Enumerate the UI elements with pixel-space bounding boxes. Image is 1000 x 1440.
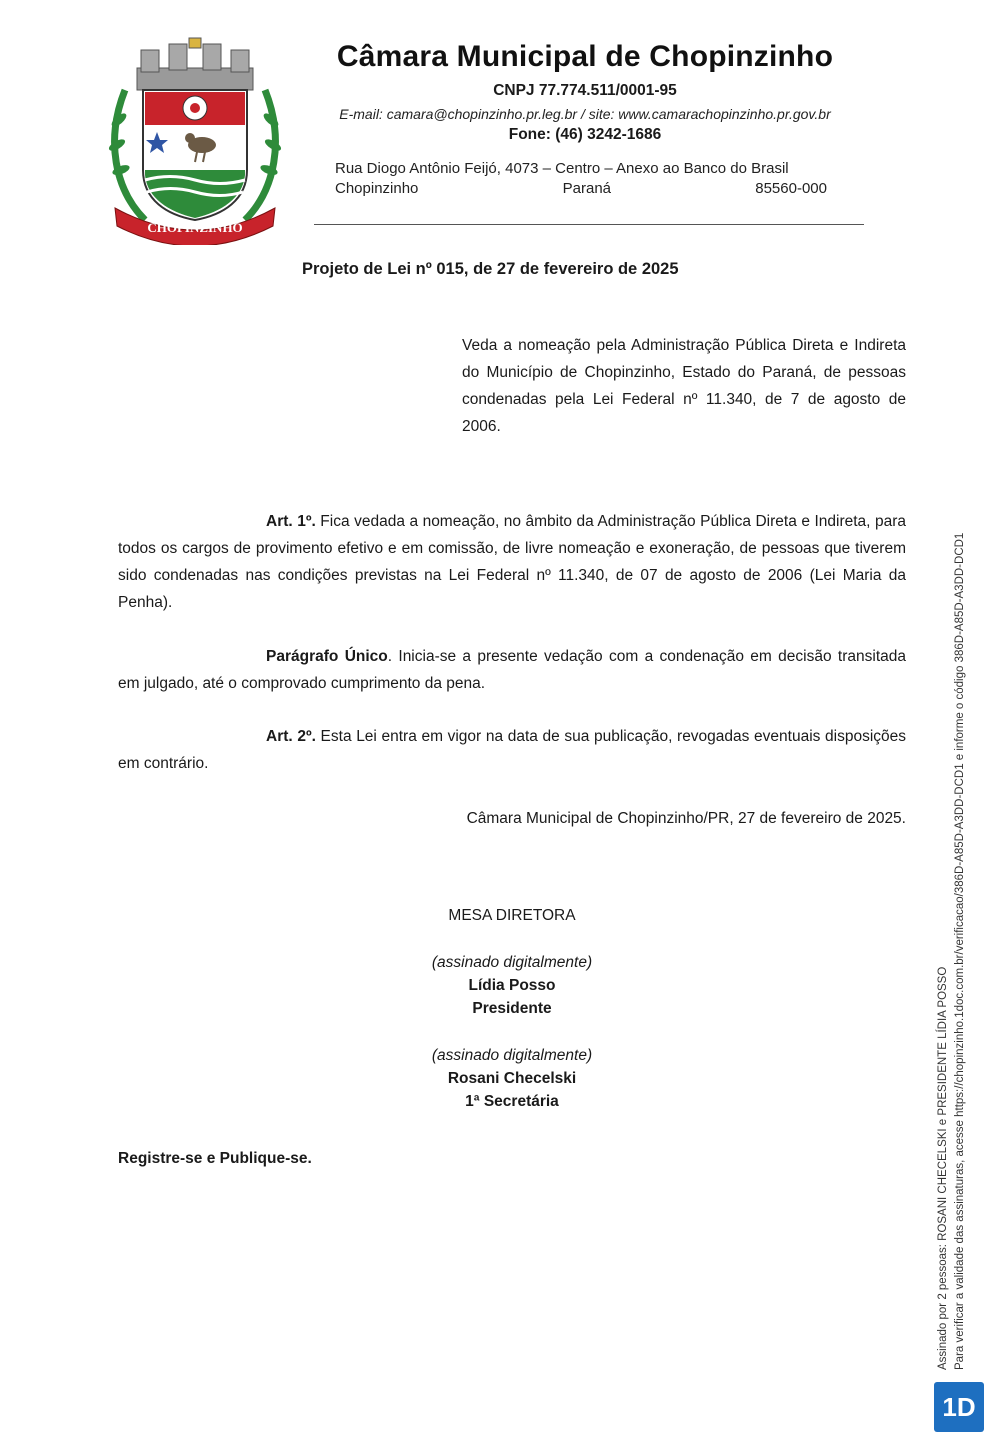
phone-line: Fone: (46) 3242-1686: [508, 126, 662, 143]
article-2-label: Art. 2º.: [266, 728, 316, 745]
article-1-text: Fica vedada a nomeação, no âmbito da Administração Pública Direta e Indireta, para todos os cargos de provimento efetivo e em comissão, de livre nomeação e exoneração, de pessoas que tiverem sido condenadas nas condições previstas na Lei Federal nº 11.340, de 07 de agosto de 2006 (Lei Maria da Penha).: [118, 513, 906, 611]
letterhead: [290, 40, 880, 144]
register-publish-line: Registre-se e Publique-se.: [118, 1150, 312, 1167]
signature-block-2: [312, 1044, 712, 1113]
stamp-verify-line: Para verificar a validade das assinaturas, acesse https://chopinzinho.1doc.com.br/verificacao/386D-A85D-A3DD-DCD1 e informe o código 386D-A85D-A3DD-DCD1: [954, 532, 966, 1370]
institution-title: Câmara Municipal de Chopinzinho: [336, 40, 834, 73]
address-zip: 85560-000: [755, 180, 827, 197]
crest-ribbon-text: CHOPINZINHO: [147, 220, 243, 235]
signer-1-note: (assinado digitalmente): [431, 954, 593, 971]
signer-2-role: 1ª Secretária: [465, 1093, 559, 1110]
signature-block-1: [312, 951, 712, 1020]
article-1-label: Art. 1º.: [266, 513, 316, 530]
signer-1-role: Presidente: [472, 1000, 552, 1017]
signer-1-name: Lídia Posso: [468, 977, 556, 994]
address-city: Chopinzinho: [335, 180, 419, 197]
ementa-paragraph: Veda a nomeação pela Administração Pública Direta e Indireta do Município de Chopinzinho, Estado do Paraná, de pessoas condenadas pela Lei Federal nº 11.340, de 7 de agosto de 2006.: [462, 337, 906, 435]
address-city-row: [335, 180, 835, 197]
address-block: [335, 160, 835, 197]
signer-2-name: Rosani Checelski: [447, 1070, 577, 1087]
stamp-signers-line: Assinado por 2 pessoas: ROSANI CHECELSKI e PRESIDENTE LÍDIA POSSO: [937, 966, 949, 1370]
header-divider: [314, 224, 864, 225]
signer-2-note: (assinado digitalmente): [431, 1047, 593, 1064]
municipal-crest-logo: [105, 30, 285, 245]
paragrafo-unico-text: . Inicia-se a presente vedação com a condenação em decisão transitada em julgado, até o comprovado cumprimento da pena.: [118, 648, 906, 692]
article-1: [118, 508, 906, 616]
shield-icon: [143, 90, 247, 220]
paragrafo-unico-label: Parágrafo Único: [266, 648, 388, 665]
document-title: Projeto de Lei nº 015, de 27 de fevereiro de 2025: [302, 260, 679, 278]
address-state: Paraná: [562, 180, 612, 197]
paragrafo-unico: [118, 643, 906, 697]
board-heading: MESA DIRETORA: [448, 907, 576, 924]
article-2-text: Esta Lei entra em vigor na data de sua publicação, revogadas eventuais disposições em contrário.: [118, 728, 907, 772]
email-site-line: E-mail: camara@chopinzinho.pr.leg.br / site: www.camarachopinzinho.pr.gov.br: [339, 106, 831, 122]
article-2: [118, 723, 906, 777]
cnpj-line: CNPJ 77.774.511/0001-95: [493, 82, 677, 99]
crown-icon: [137, 38, 253, 90]
place-and-date: Câmara Municipal de Chopinzinho/PR, 27 de fevereiro de 2025.: [466, 810, 906, 827]
1doc-logo-icon: 1D: [934, 1382, 984, 1432]
address-street: Rua Diogo Antônio Feijó, 4073 – Centro – Anexo ao Banco do Brasil: [335, 160, 789, 177]
digital-signature-stamp: [935, 410, 969, 1370]
